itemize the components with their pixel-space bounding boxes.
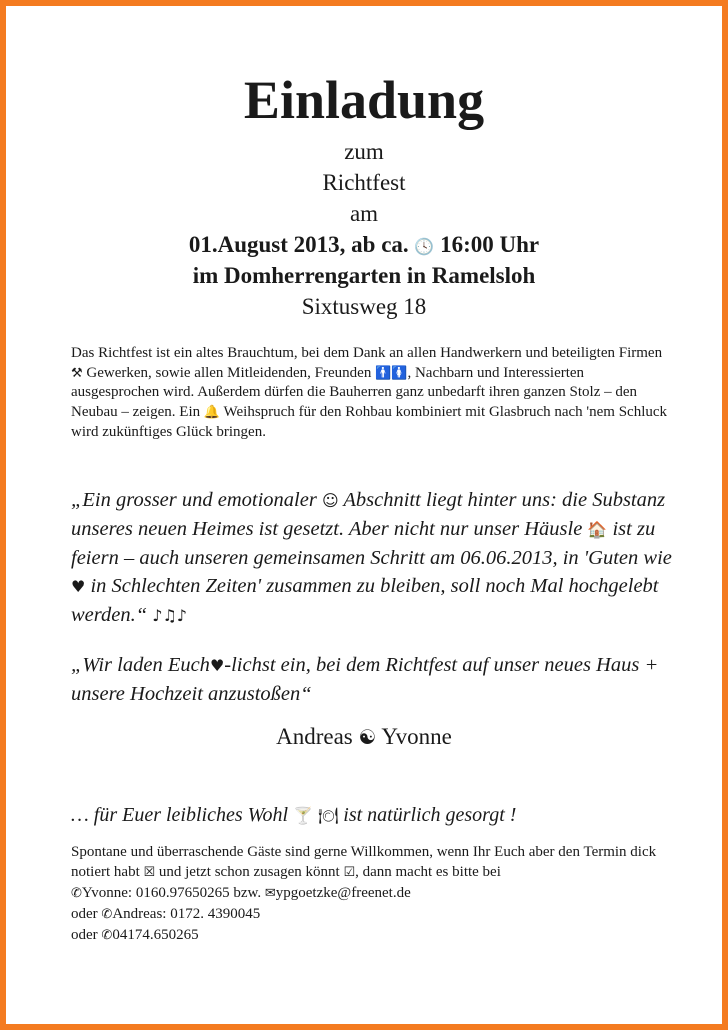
contact-yvonne-text: Yvonne: 0160.97650265 bzw.	[81, 885, 262, 901]
footer-text-1: Spontane und überraschende Gäste sind gerne Willkommen, wenn Ihr Euch aber den	[71, 844, 580, 860]
email-link[interactable]: ypgoetzke@freenet.de	[275, 885, 411, 901]
contact-andreas-text: Andreas: 0172. 4390045	[112, 906, 261, 922]
contact-andreas	[71, 904, 691, 925]
wohl-text-1: … für Euer leibliches Wohl	[71, 804, 289, 826]
phone-icon: ✆	[101, 928, 113, 943]
bell-icon: 🔔	[203, 405, 221, 421]
intro-text-4: Weihspruch für den Rohbau kombiniert mit Glasbruch nach 'nem Schluck wird zukünftiges Glück bringen.	[71, 404, 668, 440]
quote-paragraph-1	[71, 486, 681, 630]
footer-text-3: und jetzt schon zusagen könnt	[158, 864, 340, 880]
tools-icon: ⚒	[71, 365, 83, 381]
wohl-text-2: ist natürlich gesorgt !	[343, 804, 517, 826]
clock-icon: 🕓	[414, 237, 435, 256]
signature-name-yvonne: Yvonne	[381, 724, 452, 749]
footer-text-4: , dann macht es bitte bei	[355, 864, 501, 880]
checkbox-x-icon: ☒	[143, 865, 156, 880]
heart-icon: ♥	[71, 577, 86, 596]
header-venue: im Domherrengarten in Ramelsloh	[192, 263, 536, 288]
quote1-text-2: Abschnitt liegt hinter uns: die Substanz unseres neuen Heimes ist gesetzt. Aber nicht nur unser Häusle	[71, 489, 666, 540]
header-zum: zum	[344, 139, 384, 164]
intro-text-2: Gewerken, sowie allen Mitleidenden, Freunden	[86, 364, 372, 381]
header-am: am	[349, 201, 379, 226]
signature	[6, 722, 722, 752]
phone-icon: ✆	[101, 907, 113, 922]
yin-yang-icon: ☯	[358, 725, 377, 749]
people-icon: 🚹🚺	[375, 365, 408, 381]
contact-landline	[71, 925, 691, 946]
quote1-text-3: ist zu feiern – auch unseren gemeinsamen Schritt am 06.06.2013, in 'Guten wie	[71, 518, 672, 569]
contact-andreas-prefix: oder	[71, 906, 98, 922]
glass-icon: 🍸	[293, 806, 313, 825]
date-text: 01.August 2013, ab ca.	[188, 232, 409, 257]
heart-icon: ♥	[209, 656, 225, 675]
checkbox-check-icon: ☑	[343, 865, 356, 880]
house-icon: 🏠	[587, 520, 608, 539]
quote2-text-2: -lichst ein, bei dem Richtfest auf unser neues Haus + unsere Hochzeit anzustoßen“	[71, 654, 659, 705]
mail-icon: ✉	[264, 886, 276, 901]
plate-icon: 🍽	[317, 806, 339, 825]
contact-landline-text: 04174.650265	[112, 927, 199, 943]
quote-paragraph-2	[71, 651, 681, 708]
intro-text-1: Das Richtfest ist ein altes Brauchtum, bei dem Dank an allen Handwerkern und beteiligten Firmen	[71, 345, 663, 361]
contact-landline-prefix: oder	[71, 927, 98, 943]
quote1-text-4: in Schlechten Zeiten' zusammen zu bleiben, soll noch Mal hochgelebt werden.“	[71, 575, 659, 626]
music-notes-icon: ♪♫♪	[152, 606, 188, 625]
header-richtfest: Richtfest	[322, 170, 406, 195]
signature-name-andreas: Andreas	[276, 724, 353, 749]
quote2-text-1: „Wir laden Euch	[71, 654, 210, 676]
header-street: Sixtusweg 18	[301, 294, 427, 319]
page-title: Einladung	[243, 70, 485, 130]
intro-paragraph	[71, 344, 671, 443]
smiley-icon: ☺	[321, 491, 339, 510]
footer-text-2: Termin dick notiert habt	[71, 844, 657, 880]
phone-icon: ✆	[71, 886, 82, 901]
contact-yvonne	[71, 883, 691, 904]
footer-contact	[71, 842, 691, 946]
header-date	[6, 230, 722, 262]
quote1-text-1: „Ein grosser und emotionaler	[71, 489, 317, 511]
catering-note	[71, 801, 516, 830]
intro-text-3: , Nachbarn und Interessierten ausgesprochen wird. Außerdem dürfen die Bauherren ganz unbedarft ihren ganzen Stolz – den Neubau – zeigen. Ein	[71, 364, 638, 421]
time-text: 16:00 Uhr	[440, 232, 540, 257]
